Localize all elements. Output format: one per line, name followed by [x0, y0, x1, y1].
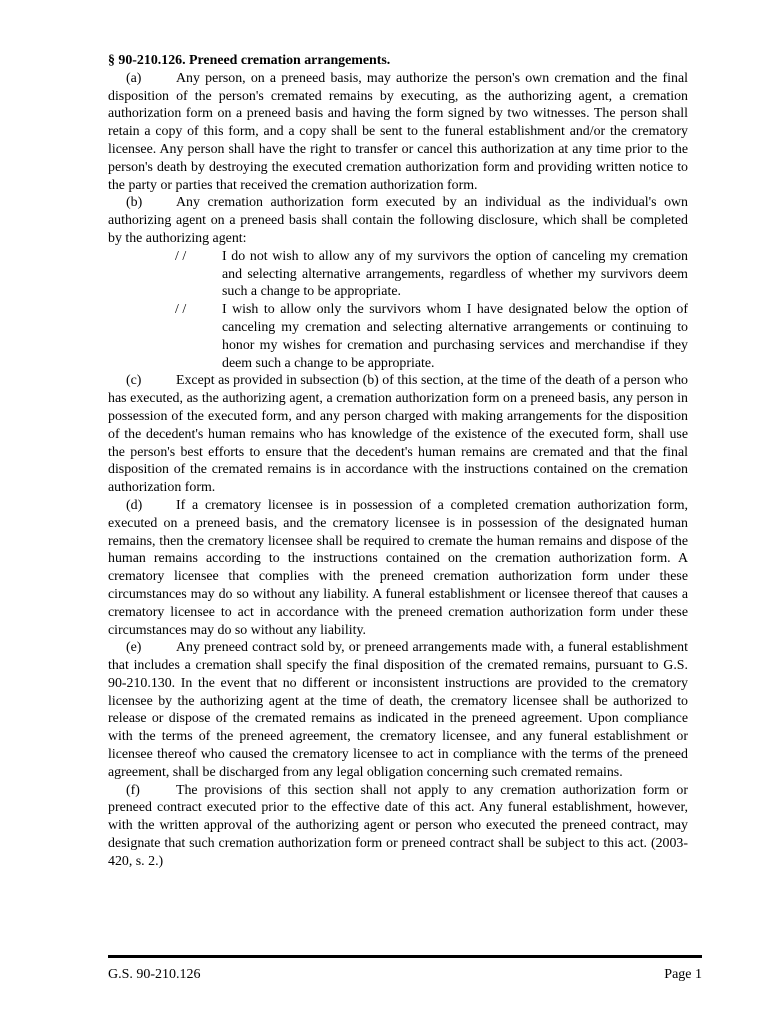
paragraph-text: Any preneed contract sold by, or preneed arrangements made with, a funeral establishment that includes a cremation shall specify the final disposition of the cremated remains, pursuant to G.S. 90-210.130. In the event that no different or inconsistent instructions are provided to the crematory licensee by the authorizing agent at the time of death, the crematory licensee shall be authorized to release or dispose of the cremated remains as indicated in the preneed agreement. Upon compliance with the terms of the preneed agreement, the crematory licensee, and any funeral establishment or licensee thereof who caused the crematory licensee to act in compliance with the terms of the preneed agreement, shall be discharged from any legal obligation concerning such cremated remains.: [108, 640, 688, 780]
paragraph-f: [108, 782, 688, 871]
statute-page: [108, 52, 688, 871]
disclosure-option-1: [108, 248, 688, 301]
paragraph-a: [108, 70, 688, 195]
paragraph-label: (f): [126, 782, 140, 798]
paragraph-label: (c): [126, 373, 142, 389]
paragraph-label: (e): [126, 640, 142, 656]
section-title: § 90-210.126. Preneed cremation arrangements.: [108, 53, 391, 68]
paragraph-label: (a): [126, 70, 142, 86]
paragraph-label: (d): [126, 497, 143, 513]
option-text: I do not wish to allow any of my survivors the option of canceling my cremation and selecting alternative arrangements, regardless of whether my survivors deem such a change to be appropriate.: [222, 248, 688, 300]
paragraph-c: [108, 372, 688, 497]
paragraph-text: Any person, on a preneed basis, may authorize the person's own cremation and the final disposition of the person's cremated remains by executing, as the authorizing agent, a cremation authorization form on a preneed basis and having the form signed by two witnesses. The person shall retain a copy of this form, and a copy shall be sent to the funeral establishment and/or the crematory licensee. Any person shall have the right to transfer or cancel this authorization at any time prior to the person's death by destroying the executed cremation authorization form and providing written notice to the party or parties that received the cremation authorization form.: [108, 70, 688, 193]
checkbox-blank: / /: [175, 248, 187, 264]
checkbox-blank: / /: [175, 302, 187, 318]
paragraph-text: Except as provided in subsection (b) of this section, at the time of the death of a person who has executed, as the authorizing agent, a cremation authorization form on a preneed basis, any person in possession of the executed form, and any person charged with making arrangements for the disposition of the decedent's human remains who has knowledge of the existence of the executed form, shall use the person's best efforts to ensure that the decedent's human remains are cremated and that the final disposition of the cremated remains is in accordance with the instructions contained on the cremation authorization form.: [108, 373, 688, 496]
paragraph-label: (b): [126, 195, 143, 211]
page-number: Page 1: [664, 967, 702, 982]
footer-citation: G.S. 90-210.126: [108, 967, 201, 982]
page-footer: [108, 955, 702, 982]
paragraph-b: [108, 194, 688, 247]
paragraph-e: [108, 639, 688, 781]
paragraph-text: Any cremation authorization form executed by an individual as the individual's own authorizing agent on a preneed basis shall contain the following disclosure, which shall be completed by the authorizing agent:: [108, 195, 688, 246]
option-text: I wish to allow only the survivors whom I have designated below the option of canceling my cremation and selecting alternative arrangements or continuing to honor my wishes for cremation and purchasing services and merchandise if they deem such a change to be appropriate.: [222, 302, 688, 371]
paragraph-d: [108, 497, 688, 639]
paragraph-text: If a crematory licensee is in possession of a completed cremation authorization form, executed on a preneed basis, and the crematory licensee is in possession of the designated human remains, then the crematory licensee shall be required to cremate the human remains and dispose of the human remains according to the instructions contained on the cremation authorization form. A crematory licensee that complies with the preneed cremation authorization form under these circumstances may do so without any liability. A funeral establishment or licensee thereof that causes a crematory licensee to act in accordance with the preneed cremation authorization form under these circumstances may do so without any liability.: [108, 497, 688, 638]
disclosure-option-2: [108, 301, 688, 372]
paragraph-text: The provisions of this section shall not apply to any cremation authorization form or preneed contract executed prior to the effective date of this act. Any funeral establishment, however, with the written approval of the authorizing agent or person who executed the preneed contract, may designate that such cremation authorization form or preneed contract shall be subject to this act. (2003-420, s. 2.): [108, 782, 688, 869]
